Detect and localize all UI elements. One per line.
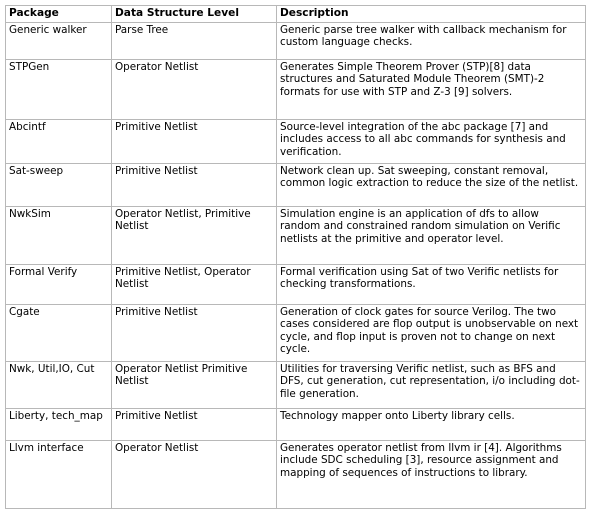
table-row: [6, 59, 586, 119]
table-row: [6, 408, 586, 440]
document-page: [5, 5, 585, 505]
cell-level: Operator Netlist: [112, 440, 277, 508]
cell-package: Sat-sweep: [6, 163, 112, 206]
cell-description: Network clean up. Sat sweeping, constant removal, common logic extraction to reduce the size of the netlist.: [277, 163, 586, 206]
header-row: [6, 6, 586, 23]
cell-level: Primitive Netlist: [112, 163, 277, 206]
cell-package: Liberty, tech_map: [6, 408, 112, 440]
cell-package: Cgate: [6, 304, 112, 361]
cell-level: Operator Netlist: [112, 59, 277, 119]
cell-level: Primitive Netlist, Operator Netlist: [112, 264, 277, 304]
cell-level: Primitive Netlist: [112, 408, 277, 440]
cell-package: Generic walker: [6, 22, 112, 59]
header-description: Description: [277, 6, 586, 23]
cell-description: Technology mapper onto Liberty library cells.: [277, 408, 586, 440]
cell-description: Utilities for traversing Verific netlist, such as BFS and DFS, cut generation, cut representation, i/o including dot-file generation.: [277, 361, 586, 408]
header-data-structure-level: Data Structure Level: [112, 6, 277, 23]
cell-package: NwkSim: [6, 206, 112, 264]
cell-description: Generation of clock gates for source Verilog. The two cases considered are flop output is unobservable on next cycle, and flop input is proven not to change on next cycle.: [277, 304, 586, 361]
table-row: [6, 22, 586, 59]
cell-package: Formal Verify: [6, 264, 112, 304]
cell-description: Generates operator netlist from llvm ir [4]. Algorithms include SDC scheduling [3], resource assignment and mapping of sequences of instructions to library.: [277, 440, 586, 508]
cell-description: Generates Simple Theorem Prover (STP)[8] data structures and Saturated Module Theorem (SMT)-2 formats for use with STP and Z-3 [9] solvers.: [277, 59, 586, 119]
table-row: [6, 440, 586, 508]
cell-description: Formal verification using Sat of two Verific netlists for checking transformations.: [277, 264, 586, 304]
cell-description: Source-level integration of the abc package [7] and includes access to all abc commands for synthesis and verification.: [277, 119, 586, 163]
header-package: Package: [6, 6, 112, 23]
cell-description: Generic parse tree walker with callback mechanism for custom language checks.: [277, 22, 586, 59]
cell-package: Abcintf: [6, 119, 112, 163]
cell-level: Parse Tree: [112, 22, 277, 59]
cell-level: Primitive Netlist: [112, 119, 277, 163]
cell-level: Operator Netlist, Primitive Netlist: [112, 206, 277, 264]
table-row: [6, 361, 586, 408]
table-row: [6, 264, 586, 304]
table-row: [6, 163, 586, 206]
cell-package: Llvm interface: [6, 440, 112, 508]
cell-level: Operator Netlist Primitive Netlist: [112, 361, 277, 408]
package-table: [5, 5, 586, 509]
table-row: [6, 304, 586, 361]
cell-package: STPGen: [6, 59, 112, 119]
cell-level: Primitive Netlist: [112, 304, 277, 361]
table-row: [6, 119, 586, 163]
cell-package: Nwk, Util,IO, Cut: [6, 361, 112, 408]
cell-description: Simulation engine is an application of dfs to allow random and constrained random simulation on Verific netlists at the primitive and operator level.: [277, 206, 586, 264]
table-row: [6, 206, 586, 264]
